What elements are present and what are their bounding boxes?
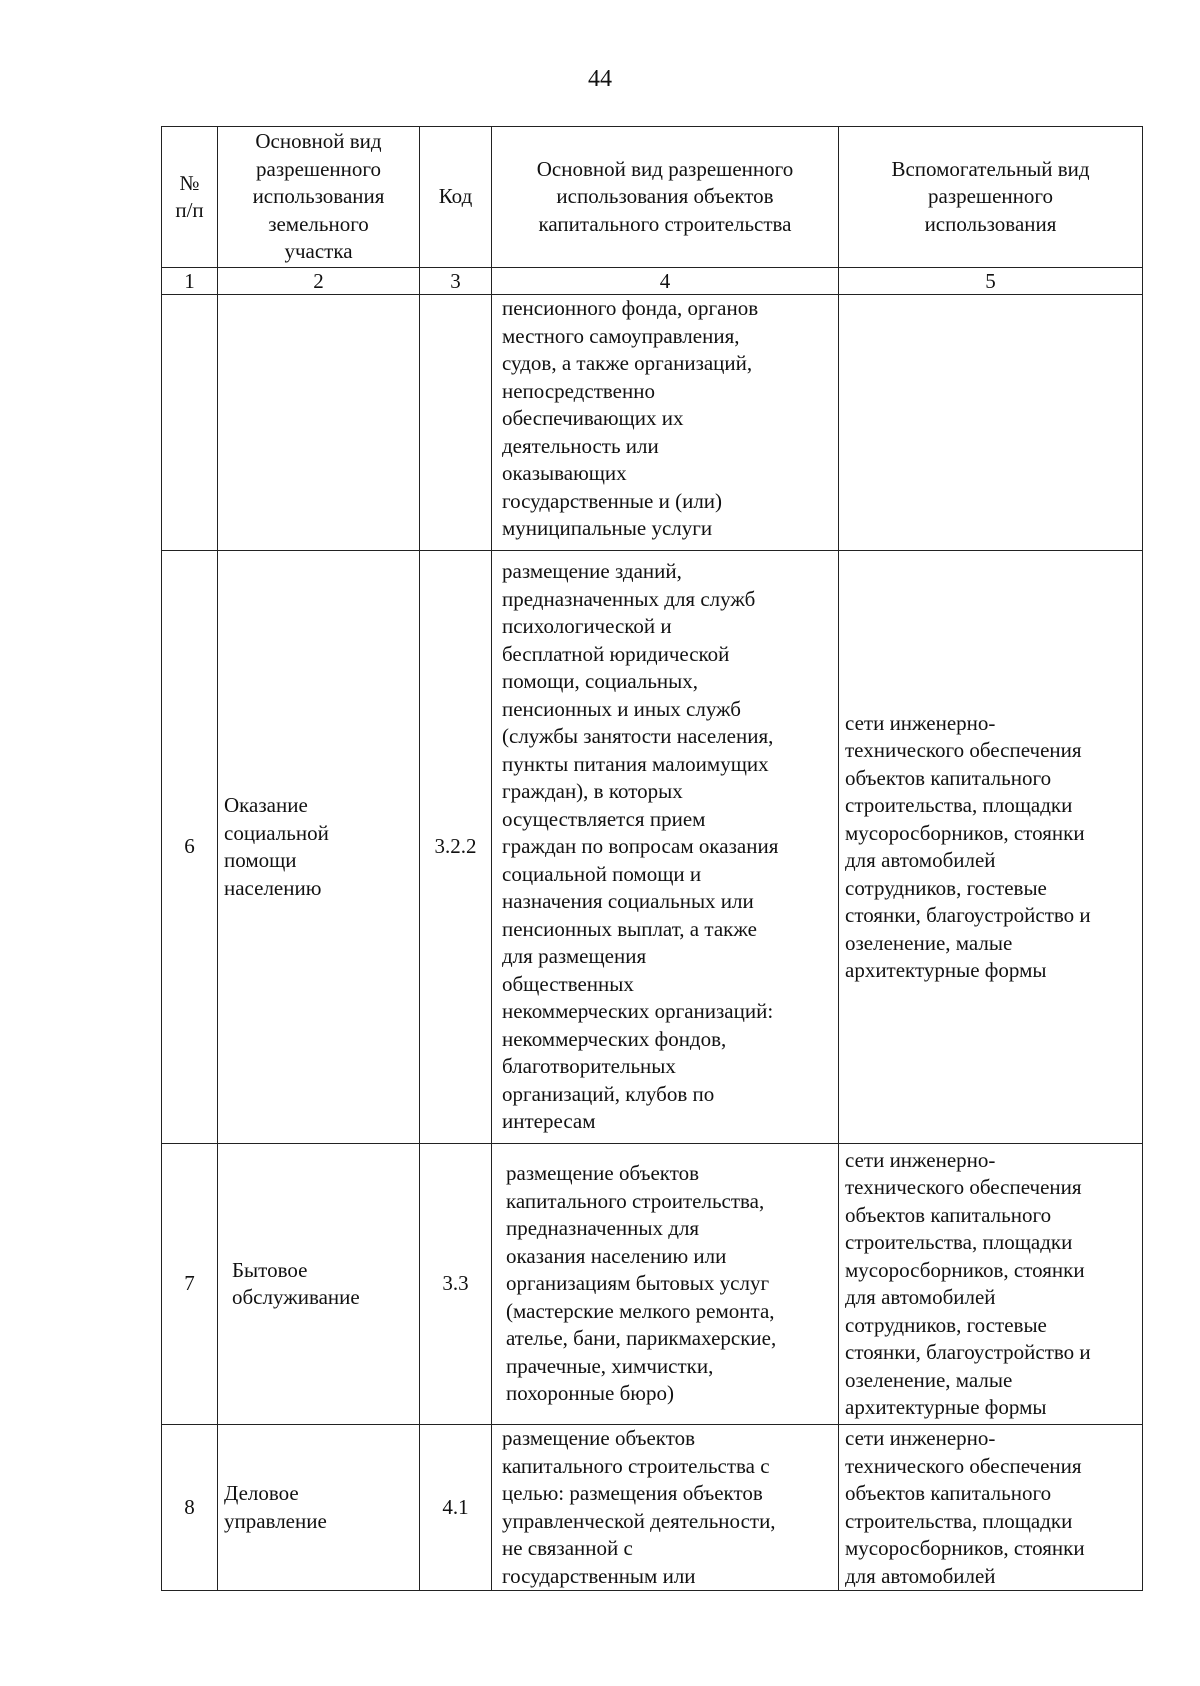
row-land-use-type	[218, 295, 420, 551]
row-description: размещение объектов капитального строительства, предназначенных для оказания населению или организациям бытовых услуг (мастерские мелкого ремонта, ателье, бани, парикмахерские, прачечные, химчистки, похоронные бюро)	[492, 1144, 839, 1425]
row-auxiliary-use	[839, 295, 1143, 551]
land-use-table	[161, 126, 1143, 1591]
row-auxiliary-use: сети инженерно- технического обеспечения объектов капитального строительства, площадки мусоросборников, стоянки для автомобилей	[839, 1425, 1143, 1591]
table-row	[162, 1425, 1143, 1591]
header-number: № п/п	[162, 127, 218, 268]
page-number: 44	[588, 66, 612, 92]
row-number: 8	[162, 1425, 218, 1591]
header-capital-construction-use: Основной вид разрешенного использования объектов капитального строительства	[492, 127, 839, 268]
row-number	[162, 295, 218, 551]
row-description: пенсионного фонда, органов местного самоуправления, судов, а также организаций, непосредственно обеспечивающих их деятельность или оказывающих государственные и (или) муниципальные услуги	[492, 295, 839, 551]
row-land-use-type: Деловое управление	[218, 1425, 420, 1591]
table-row	[162, 1144, 1143, 1425]
table-header-row	[162, 127, 1143, 268]
column-number: 4	[492, 268, 839, 295]
row-number: 6	[162, 551, 218, 1144]
row-code: 3.3	[420, 1144, 492, 1425]
row-code	[420, 295, 492, 551]
header-code: Код	[420, 127, 492, 268]
table-row	[162, 295, 1143, 551]
column-numbers-row	[162, 268, 1143, 295]
row-auxiliary-use: сети инженерно- технического обеспечения объектов капитального строительства, площадки мусоросборников, стоянки для автомобилей сотрудников, гостевые стоянки, благоустройство и озеленение, малые архитектурные формы	[839, 1144, 1143, 1425]
row-number: 7	[162, 1144, 218, 1425]
header-auxiliary-use: Вспомогательный вид разрешенного использования	[839, 127, 1143, 268]
column-number: 5	[839, 268, 1143, 295]
row-code: 3.2.2	[420, 551, 492, 1144]
table-row	[162, 551, 1143, 1144]
row-description: размещение объектов капитального строительства с целью: размещения объектов управленческой деятельности, не связанной с государственным или	[492, 1425, 839, 1591]
column-number: 1	[162, 268, 218, 295]
column-number: 2	[218, 268, 420, 295]
column-number: 3	[420, 268, 492, 295]
row-auxiliary-use: сети инженерно- технического обеспечения объектов капитального строительства, площадки мусоросборников, стоянки для автомобилей сотрудников, гостевые стоянки, благоустройство и озеленение, малые архитектурные формы	[839, 551, 1143, 1144]
row-land-use-type: Бытовое обслуживание	[218, 1144, 420, 1425]
row-description: размещение зданий, предназначенных для служб психологической и бесплатной юридической помощи, социальных, пенсионных и иных служб (службы занятости населения, пункты питания малоимущих граждан), в которых осуществляется прием граждан по вопросам оказания социальной помощи и назначения социальных или пенсионных выплат, а также для размещения общественных некоммерческих организаций: некоммерческих фондов, благотворительных организаций, клубов по интересам	[492, 551, 839, 1144]
row-code: 4.1	[420, 1425, 492, 1591]
header-land-use-type: Основной вид разрешенного использования земельного участка	[218, 127, 420, 268]
row-land-use-type: Оказание социальной помощи населению	[218, 551, 420, 1144]
